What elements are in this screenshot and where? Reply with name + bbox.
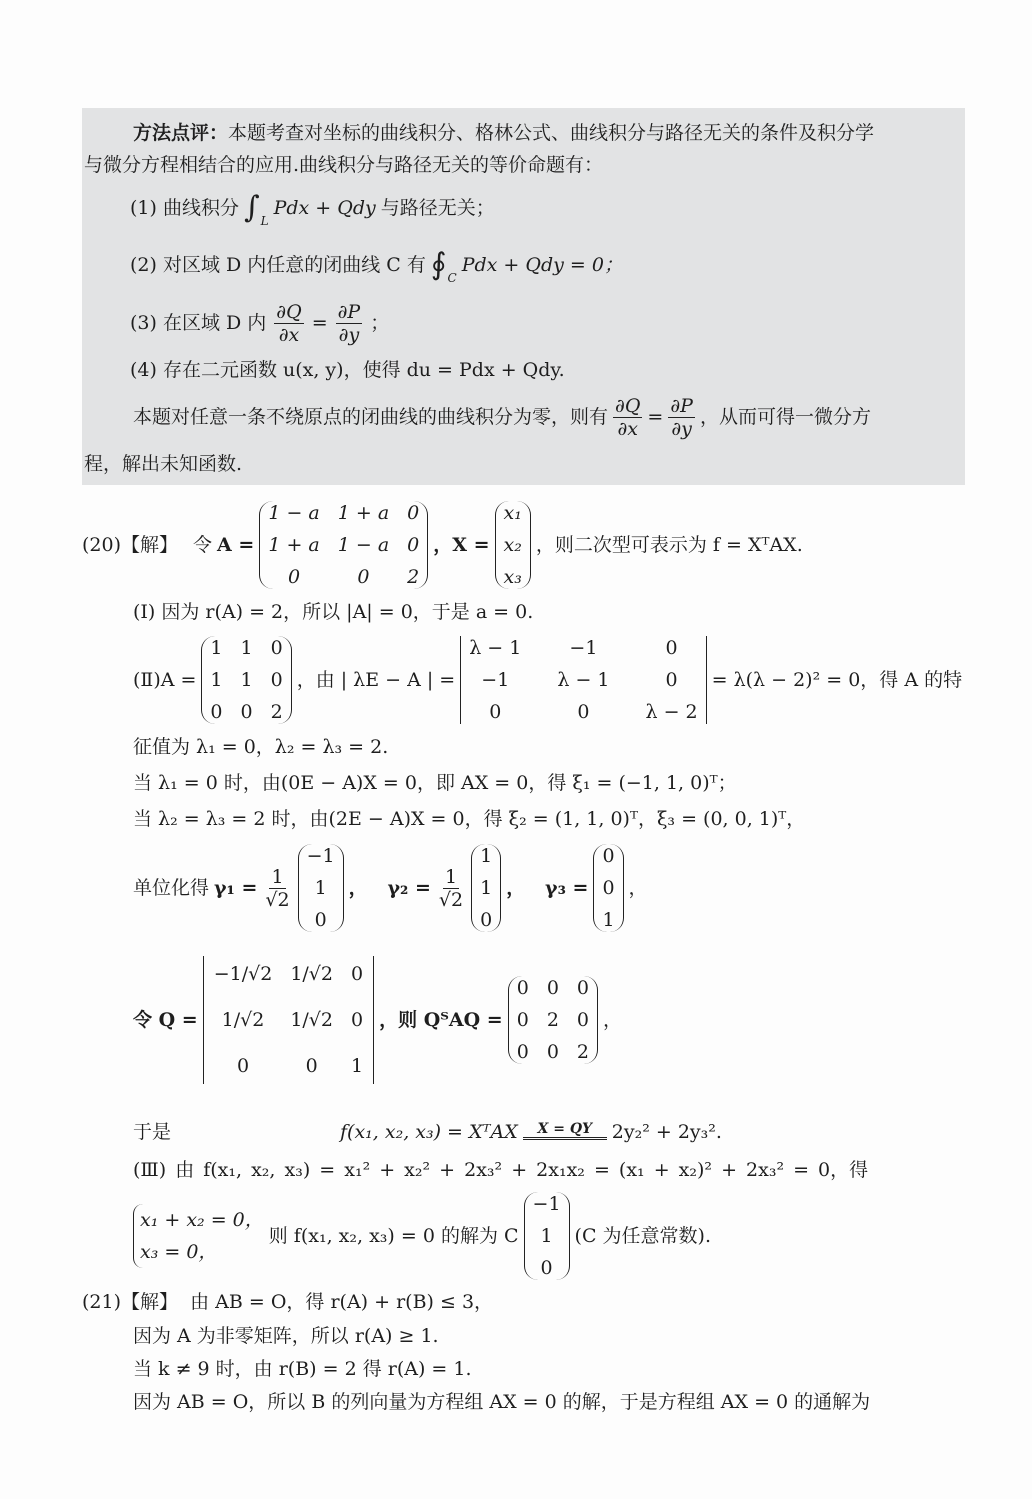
- text: ，由 | λE − A | =: [296, 669, 456, 691]
- matrix-cell: 0: [270, 637, 283, 659]
- fraction: [668, 395, 695, 440]
- num: ∂P: [670, 394, 693, 417]
- matrix-cell: 0: [314, 909, 327, 931]
- q21-label: (21)【解】: [82, 1291, 179, 1313]
- text: ，则 QᵀAQ =: [379, 1009, 503, 1031]
- matrix-cell: 0: [665, 637, 678, 659]
- matrix-cell: 0: [287, 566, 301, 588]
- matrix-cell: 0: [480, 909, 493, 931]
- matrix-cell: 1 + a: [268, 534, 320, 556]
- den: ∂y: [338, 323, 360, 346]
- text: 令 Q =: [133, 1009, 198, 1031]
- matrix-cell: x₁: [503, 502, 522, 524]
- item-1: [130, 188, 495, 228]
- text: 则 f(x₁, x₂, x₃) = 0 的解为 C: [268, 1225, 519, 1247]
- text: ；: [370, 312, 390, 334]
- matrix-Q-line: [133, 950, 622, 1090]
- text: (Ⅱ)A =: [133, 669, 197, 691]
- matrix-cell: 1 − a: [268, 502, 320, 524]
- text: 由 AB = O，得 r(A) + r(B) ≤ 3，: [190, 1291, 494, 1313]
- matrix-cell: 1 + a: [337, 502, 390, 524]
- matrix-cell: 1: [351, 1055, 364, 1077]
- text: ，: [603, 1009, 623, 1031]
- text: ，: [628, 877, 648, 899]
- matrix-cell: 0: [577, 701, 590, 723]
- matrix-cell: 1 − a: [337, 534, 390, 556]
- text: A =: [217, 534, 255, 556]
- matrix-cell: 0: [489, 701, 502, 723]
- eq: =: [647, 406, 664, 428]
- matrix-cell: 0: [665, 669, 678, 691]
- text: = λ(λ − 2)² = 0，得 A 的特: [711, 669, 963, 691]
- matrix-cell: 1: [540, 1225, 553, 1247]
- q20-line: [82, 498, 803, 592]
- den: ∂x: [278, 323, 300, 346]
- subscript: C: [447, 271, 457, 285]
- text: X = QY: [537, 1120, 593, 1137]
- matrix-cell: x₂: [503, 534, 522, 556]
- vector-gamma2: [471, 844, 501, 932]
- matrix-cell: 2: [576, 1041, 590, 1063]
- integral-sign: ∫: [243, 190, 260, 225]
- den: ∂x: [617, 417, 638, 440]
- matrix-cell: 1/√2: [221, 1009, 265, 1031]
- den: √2: [265, 888, 290, 911]
- text: ，则二次型可表示为 f = XᵀAX.: [535, 534, 803, 556]
- eq: x₁ + x₂ = 0，: [140, 1209, 264, 1231]
- matrix-cell: 0: [602, 877, 615, 899]
- text: ， γ₂ =: [348, 877, 431, 899]
- matrix-cell: λ − 1: [557, 669, 610, 691]
- fraction: [336, 301, 363, 346]
- vector-X: [495, 501, 531, 589]
- comment-line-1: [133, 121, 874, 145]
- text: ，从而可得一微分方: [699, 406, 871, 428]
- matrix-cell: −1/√2: [213, 963, 273, 985]
- standard-form: [340, 1112, 722, 1152]
- matrix-Q: [203, 956, 374, 1084]
- matrix-cell: 0: [236, 1055, 250, 1077]
- matrix-cell: 0: [357, 566, 370, 588]
- matrix-cell: −1: [532, 1193, 561, 1215]
- matrix-cell: 0: [546, 1041, 559, 1063]
- fraction: [265, 866, 289, 911]
- item-2: [130, 245, 623, 285]
- text: 令: [193, 534, 213, 556]
- conclusion: [133, 392, 871, 442]
- matrix-cell: 1: [240, 637, 253, 659]
- matrix-A: [259, 501, 428, 589]
- matrix-cell: 0: [540, 1257, 553, 1279]
- matrix-cell: 0: [305, 1055, 318, 1077]
- matrix-cell: 2: [546, 1009, 559, 1031]
- matrix-cell: 0: [407, 534, 420, 556]
- matrix-cell: 1: [210, 669, 223, 691]
- thus-label: 于是: [133, 1121, 172, 1143]
- num: 1: [271, 865, 284, 888]
- den: ∂y: [671, 417, 692, 440]
- text: 本题对任意一条不绕原点的闭曲线的曲线积分为零，则有: [133, 406, 609, 428]
- matrix-cell: 0: [516, 977, 529, 999]
- q21-line-3: 当 k ≠ 9 时，由 r(B) = 2 得 r(A) = 1.: [133, 1358, 472, 1380]
- fraction: [613, 395, 642, 440]
- case-1: 当 λ₁ = 0 时，由(0E − A)X = 0，即 AX = 0，得 ξ₁ = (−1, 1, 0)ᵀ；: [133, 772, 737, 794]
- eigenvalues: 征值为 λ₁ = 0，λ₂ = λ₃ = 2.: [133, 736, 389, 758]
- matrix-cell: 0: [270, 669, 283, 691]
- comment-line-2: 与微分方程相结合的应用.曲线积分与路径无关的等价命题有：: [84, 154, 604, 176]
- matrix-cell: 1: [480, 845, 493, 867]
- text: ，X =: [433, 534, 490, 556]
- contour-integral-sign: ∮: [430, 247, 447, 282]
- matrix-cell: 1/√2: [290, 963, 333, 985]
- substitution-arrow: [523, 1121, 607, 1144]
- expr: f(x₁, x₂, x₃) = XᵀAX: [340, 1121, 518, 1143]
- matrix-cell: 1: [240, 669, 253, 691]
- expr: Pdx + Qdy: [273, 197, 376, 219]
- q21-line-2: 因为 A 为非零矩阵，所以 r(A) ≥ 1.: [133, 1325, 439, 1347]
- num: 1: [444, 865, 458, 888]
- item-4: (4) 存在二元函数 u(x, y)，使得 du = Pdx + Qdy.: [130, 359, 565, 381]
- comment-title: 方法点评：: [133, 122, 229, 144]
- item-3: [130, 298, 389, 348]
- case-2: 当 λ₂ = λ₃ = 2 时，由(2E − A)X = 0，得 ξ₂ = (1, 1, 0)ᵀ，ξ₃ = (0, 0, 1)ᵀ，: [133, 808, 806, 830]
- matrix-A0: [201, 636, 291, 724]
- text: ， γ₃ =: [506, 877, 589, 899]
- matrix-cell: 0: [351, 1009, 364, 1031]
- matrix-cell: 0: [407, 502, 420, 524]
- text: γ₁ =: [214, 877, 258, 899]
- matrix-cell: 1/√2: [290, 1009, 333, 1031]
- fraction: [439, 866, 463, 911]
- matrix-diag: [508, 976, 598, 1064]
- matrix-cell: λ − 2: [645, 701, 698, 723]
- fraction: [274, 301, 303, 346]
- matrix-cell: x₃: [503, 566, 522, 588]
- unitization: [133, 842, 648, 934]
- vector-gamma1: [298, 844, 344, 932]
- matrix-cell: 1: [602, 909, 615, 931]
- part-3: (Ⅲ) 由 f(x₁, x₂, x₃) = x₁² + x₂² + 2x₃² + 2x₁x₂ = (x₁ + x₂)² + 2x₃² = 0，得: [133, 1159, 869, 1181]
- vector-gamma3: [593, 844, 623, 932]
- subscript: L: [260, 214, 269, 228]
- den: √2: [438, 888, 464, 911]
- num: ∂P: [337, 300, 361, 323]
- matrix-cell: λ − 1: [469, 637, 522, 659]
- part-2: [133, 634, 962, 726]
- equation-system: [133, 1204, 264, 1268]
- matrix-cell: 0: [602, 845, 615, 867]
- conclusion-2: 程，解出未知函数.: [84, 453, 243, 475]
- text: (3) 在区域 D 内: [130, 312, 267, 334]
- part-1: (Ⅰ) 因为 r(A) = 2，所以 |A| = 0，于是 a = 0.: [133, 601, 534, 623]
- matrix-cell: 0: [210, 701, 223, 723]
- expr: Pdx + Qdy = 0；: [461, 254, 623, 276]
- matrix-cell: −1: [569, 637, 598, 659]
- matrix-cell: 1: [314, 877, 327, 899]
- matrix-cell: 0: [516, 1009, 529, 1031]
- text: 与路径无关；: [380, 197, 495, 219]
- solution-vector: [524, 1192, 570, 1280]
- matrix-cell: 2: [407, 566, 420, 588]
- solution-line: [133, 1192, 711, 1280]
- matrix-cell: 0: [576, 977, 590, 999]
- matrix-cell: −1: [306, 845, 335, 867]
- num: ∂Q: [615, 394, 641, 417]
- text: 单位化得: [133, 877, 210, 899]
- q21-line: [82, 1290, 493, 1314]
- text: (2) 对区域 D 内任意的闭曲线 C 有: [130, 254, 426, 276]
- eq: x₃ = 0，: [140, 1241, 218, 1263]
- matrix-cell: 2: [270, 701, 283, 723]
- matrix-cell: 1: [210, 637, 223, 659]
- eq: =: [311, 312, 328, 334]
- num: ∂Q: [276, 300, 302, 323]
- matrix-cell: 0: [240, 701, 253, 723]
- matrix-cell: 0: [516, 1041, 529, 1063]
- matrix-cell: 1: [480, 877, 493, 899]
- text: (1) 曲线积分: [130, 197, 239, 219]
- q21-line-4: 因为 AB = O，所以 B 的列向量为方程组 AX = 0 的解，于是方程组 AX = 0 的通解为: [133, 1391, 871, 1413]
- matrix-cell: 0: [546, 977, 559, 999]
- determinant: [460, 636, 706, 724]
- matrix-cell: −1: [481, 669, 510, 691]
- text: 本题考查对坐标的曲线积分、格林公式、曲线积分与路径无关的条件及积分学: [228, 122, 875, 144]
- q20-label: (20)【解】: [82, 534, 179, 556]
- matrix-cell: 0: [351, 963, 364, 985]
- matrix-cell: 0: [576, 1009, 590, 1031]
- expr: 2y₂² + 2y₃².: [611, 1121, 722, 1143]
- double-line: [523, 1137, 607, 1144]
- text: (C 为任意常数).: [574, 1225, 711, 1247]
